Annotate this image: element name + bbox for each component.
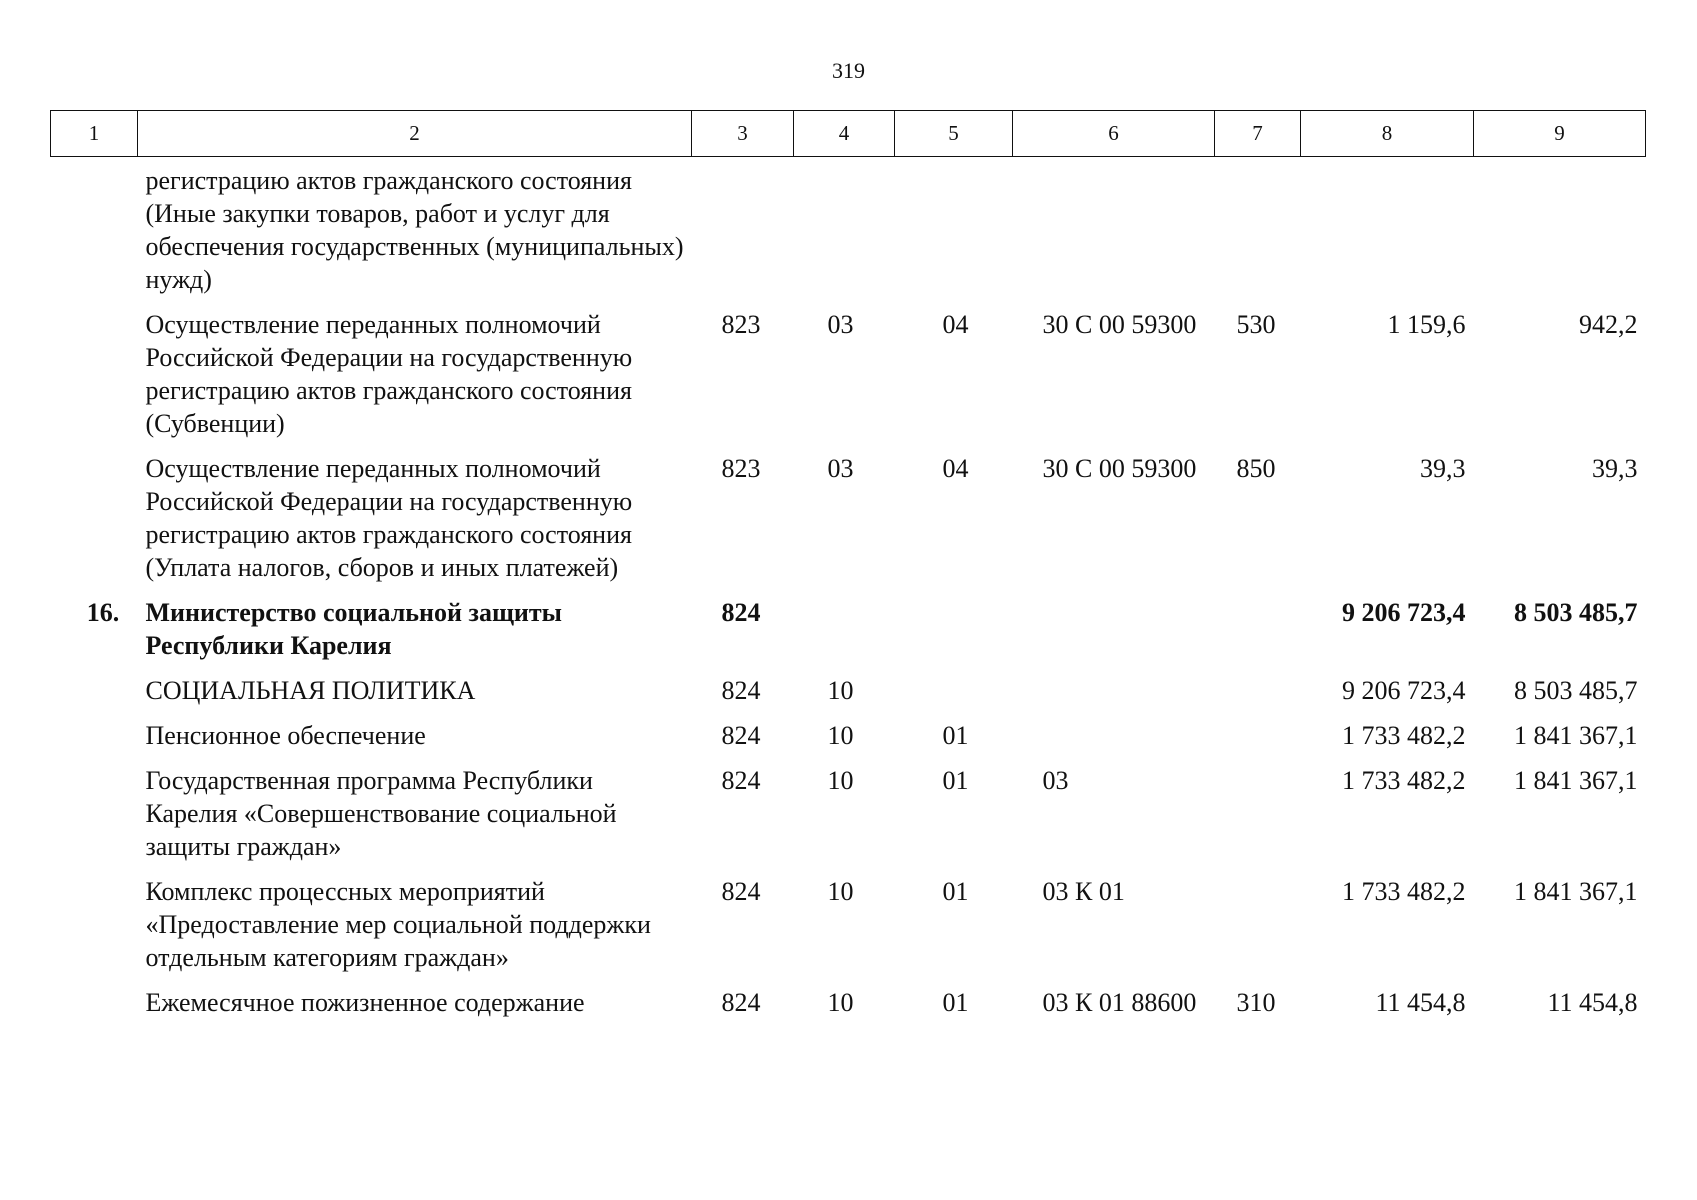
row-ministry-code: 824 bbox=[721, 676, 761, 705]
row-amount-1: 1 733 482,2 bbox=[1342, 721, 1466, 750]
row-ministry-code: 824 bbox=[721, 598, 761, 627]
row-target-article: 03 К 01 bbox=[1042, 877, 1125, 906]
row-index bbox=[51, 157, 138, 309]
row-section bbox=[794, 157, 895, 309]
row-name: Министерство социальной защиты Республики Карелия bbox=[145, 598, 562, 660]
row-ministry-code: 824 bbox=[721, 721, 761, 750]
row-index bbox=[51, 308, 138, 452]
row-target-article bbox=[1013, 157, 1215, 309]
row-name: СОЦИАЛЬНАЯ ПОЛИТИКА bbox=[145, 676, 476, 705]
row-index bbox=[51, 719, 138, 764]
row-name: регистрацию актов гражданского состояния (Иные закупки товаров, работ и услуг для обеспечения государственных (муниципальных) нужд) bbox=[145, 166, 684, 294]
row-amount-2: 942,2 bbox=[1579, 310, 1638, 339]
row-amount-2: 1 841 367,1 bbox=[1514, 766, 1638, 795]
row-subsection bbox=[895, 596, 1013, 674]
row-expense-type: 850 bbox=[1236, 454, 1276, 483]
row-expense-type bbox=[1215, 674, 1301, 719]
row-section: 10 bbox=[827, 721, 854, 750]
row-expense-type: 310 bbox=[1236, 988, 1276, 1017]
row-ministry-code bbox=[692, 157, 794, 309]
row-expense-type bbox=[1215, 157, 1301, 309]
table-row bbox=[51, 875, 1646, 986]
budget-table bbox=[50, 110, 1646, 1031]
row-amount-2: 8 503 485,7 bbox=[1514, 676, 1638, 705]
row-ministry-code: 824 bbox=[721, 766, 761, 795]
row-section: 03 bbox=[827, 454, 854, 483]
header-col-3: 3 bbox=[692, 111, 794, 157]
row-amount-2: 1 841 367,1 bbox=[1514, 721, 1638, 750]
row-subsection bbox=[895, 674, 1013, 719]
row-section: 10 bbox=[827, 676, 854, 705]
row-name: Комплекс процессных мероприятий «Предоставление мер социальной поддержки отдельным категориям граждан» bbox=[145, 877, 651, 972]
row-index: 16. bbox=[86, 598, 120, 627]
row-amount-2: 1 841 367,1 bbox=[1514, 877, 1638, 906]
row-subsection: 04 bbox=[942, 310, 969, 339]
row-amount-1 bbox=[1301, 157, 1474, 309]
table-row bbox=[51, 674, 1646, 719]
table-header bbox=[51, 111, 1646, 157]
row-amount-1: 9 206 723,4 bbox=[1342, 676, 1466, 705]
row-index bbox=[51, 452, 138, 596]
row-subsection: 01 bbox=[942, 721, 969, 750]
header-col-5: 5 bbox=[895, 111, 1013, 157]
row-amount-1: 1 733 482,2 bbox=[1342, 766, 1466, 795]
row-expense-type: 530 bbox=[1236, 310, 1276, 339]
row-target-article: 30 С 00 59300 bbox=[1042, 310, 1197, 339]
row-section: 10 bbox=[827, 877, 854, 906]
row-amount-1: 11 454,8 bbox=[1375, 988, 1466, 1017]
row-amount-1: 1 159,6 bbox=[1387, 310, 1466, 339]
row-index bbox=[51, 674, 138, 719]
header-col-2: 2 bbox=[138, 111, 692, 157]
row-name: Пенсионное обеспечение bbox=[145, 721, 426, 750]
row-target-article bbox=[1013, 596, 1215, 674]
row-subsection: 01 bbox=[942, 988, 969, 1017]
row-ministry-code: 823 bbox=[721, 454, 761, 483]
row-index bbox=[51, 875, 138, 986]
header-row bbox=[51, 111, 1646, 157]
header-col-6: 6 bbox=[1013, 111, 1215, 157]
row-amount-1: 1 733 482,2 bbox=[1342, 877, 1466, 906]
row-subsection: 04 bbox=[942, 454, 969, 483]
row-target-article bbox=[1013, 674, 1215, 719]
row-index bbox=[51, 986, 138, 1031]
row-target-article: 30 С 00 59300 bbox=[1042, 454, 1197, 483]
page-number: 319 bbox=[832, 58, 865, 83]
row-target-article bbox=[1013, 719, 1215, 764]
table-row bbox=[51, 452, 1646, 596]
row-expense-type bbox=[1215, 875, 1301, 986]
row-amount-2: 39,3 bbox=[1592, 454, 1638, 483]
row-amount-2: 8 503 485,7 bbox=[1514, 598, 1638, 627]
row-target-article: 03 К 01 88600 bbox=[1042, 988, 1197, 1017]
table-row bbox=[51, 719, 1646, 764]
table-row bbox=[51, 308, 1646, 452]
row-target-article: 03 bbox=[1042, 766, 1069, 795]
row-name: Государственная программа Республики Карелия «Совершенствование социальной защиты граждан» bbox=[145, 766, 617, 861]
table-row bbox=[51, 986, 1646, 1031]
row-section: 03 bbox=[827, 310, 854, 339]
row-ministry-code: 824 bbox=[721, 877, 761, 906]
row-amount-1: 9 206 723,4 bbox=[1342, 598, 1466, 627]
row-section bbox=[794, 596, 895, 674]
row-index bbox=[51, 764, 138, 875]
row-expense-type bbox=[1215, 596, 1301, 674]
row-subsection bbox=[895, 157, 1013, 309]
row-amount-1: 39,3 bbox=[1420, 454, 1466, 483]
row-name: Осуществление переданных полномочий Российской Федерации на государственную регистрацию актов гражданского состояния (Субвенции) bbox=[145, 310, 633, 438]
table-row bbox=[51, 157, 1646, 309]
row-subsection: 01 bbox=[942, 766, 969, 795]
table-body bbox=[51, 157, 1646, 1032]
header-col-9: 9 bbox=[1474, 111, 1646, 157]
header-col-1: 1 bbox=[51, 111, 138, 157]
row-section: 10 bbox=[827, 766, 854, 795]
row-expense-type bbox=[1215, 764, 1301, 875]
table-row bbox=[51, 596, 1646, 674]
budget-table-container bbox=[50, 110, 1646, 1031]
header-col-7: 7 bbox=[1215, 111, 1301, 157]
header-col-4: 4 bbox=[794, 111, 895, 157]
row-expense-type bbox=[1215, 719, 1301, 764]
row-ministry-code: 824 bbox=[721, 988, 761, 1017]
table-row bbox=[51, 764, 1646, 875]
row-ministry-code: 823 bbox=[721, 310, 761, 339]
row-name: Ежемесячное пожизненное содержание bbox=[145, 988, 585, 1017]
row-amount-2 bbox=[1474, 157, 1646, 309]
row-subsection: 01 bbox=[942, 877, 969, 906]
row-section: 10 bbox=[827, 988, 854, 1017]
row-amount-2: 11 454,8 bbox=[1547, 988, 1638, 1017]
header-col-8: 8 bbox=[1301, 111, 1474, 157]
row-name: Осуществление переданных полномочий Российской Федерации на государственную регистрацию актов гражданского состояния (Уплата налогов, сборов и иных платежей) bbox=[145, 454, 633, 582]
